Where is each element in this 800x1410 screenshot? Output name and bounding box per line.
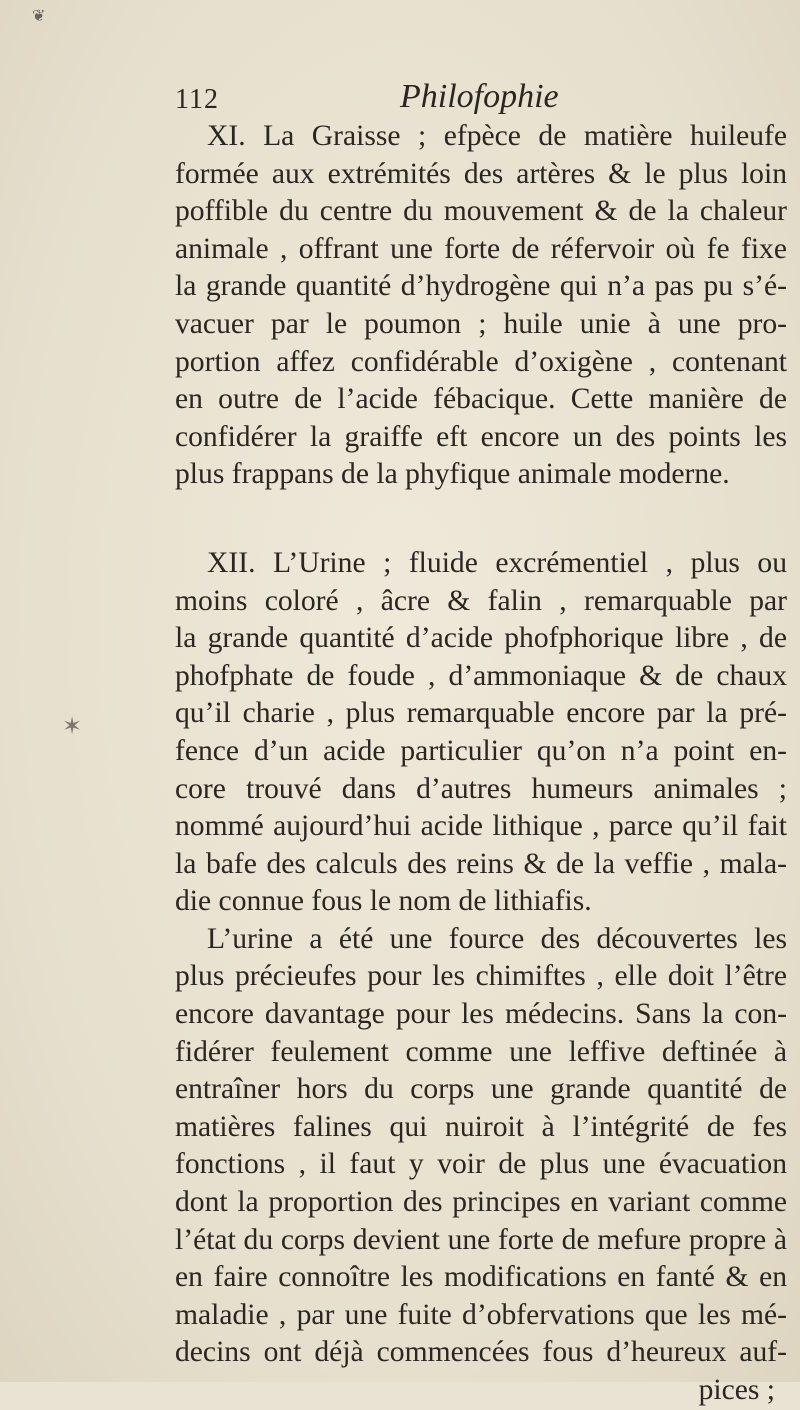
margin-ornament-top: ❦ — [32, 6, 46, 25]
text-line: fence d’un acide particulier qu’on n’a point en- — [175, 734, 787, 767]
text-line: matières falines qui nuiroit à l’intégrité de fes — [175, 1110, 787, 1143]
paragraph-graisse — [175, 118, 787, 494]
text-line: XI. La Graisse ; efpèce de matière huileufe — [207, 120, 787, 152]
text-line: die connue fous le nom de lithiafis. — [175, 885, 592, 918]
running-title: Philofophie — [400, 78, 559, 115]
paragraph-urine-discoveries — [175, 921, 787, 1372]
text-line: core trouvé dans d’autres humeurs animales ; — [175, 772, 787, 805]
text-line: la grande quantité d’acide phofphorique libre , de — [175, 622, 787, 655]
text-line: moins coloré , âcre & falin , remarquable par — [175, 584, 787, 617]
text-line: poffible du centre du mouvement & de la chaleur — [175, 195, 787, 228]
text-line: plus précieufes pour les chimiftes , elle doit l’être — [175, 960, 787, 993]
text-line: dont la proportion des principes en variant comme — [175, 1186, 787, 1219]
margin-ornament-middle: ✶ — [62, 712, 83, 740]
catchword: pices ; — [698, 1374, 775, 1406]
text-line: la grande quantité d’hydrogène qui n’a pas pu s’é- — [175, 270, 787, 303]
text-line: qu’il charie , plus remarquable encore par la pré- — [175, 697, 787, 730]
text-line: L’urine a été une fource des découvertes les — [207, 922, 787, 955]
text-line: l’état du corps devient une forte de mefure propre à — [175, 1223, 787, 1256]
text-line: en outre de l’acide fébacique. Cette manière de — [175, 383, 787, 416]
paragraph-urine — [175, 545, 787, 921]
running-head — [175, 78, 775, 122]
text-line: phofphate de foude , d’ammoniaque & de chaux — [175, 659, 787, 692]
text-line: en faire connoître les modifications en fanté & en — [175, 1261, 787, 1294]
text-line: la bafe des calculs des reins & de la veffie , mala- — [175, 847, 787, 880]
text-line: decins ont déjà commencées fous d’heureux auf- — [175, 1336, 787, 1369]
text-line: animale , offrant une forte de réfervoir où fe fixe — [175, 232, 787, 265]
text-line: confidérer la graiffe eft encore un des points les — [175, 420, 787, 453]
text-line: entraîner hors du corps une grande quantité de — [175, 1073, 787, 1106]
text-line: plus frappans de la phyfique animale moderne. — [175, 458, 730, 491]
text-line: encore davantage pour les médecins. Sans la con- — [175, 998, 787, 1031]
text-line: fonctions , il faut y voir de plus une évacuation — [175, 1148, 787, 1181]
text-line: XII. L’Urine ; fluide excrémentiel , plus ou — [207, 546, 787, 579]
text-line: nommé aujourd’hui acide lithique , parce qu’il fait — [175, 810, 787, 843]
page-number: 112 — [175, 84, 219, 115]
text-line: maladie , par une fuite d’obfervations que les mé- — [175, 1298, 787, 1331]
text-line: formée aux extrémités des artères & le plus loin — [175, 157, 787, 190]
text-line: vacuer par le poumon ; huile unie à une pro- — [175, 307, 787, 340]
paragraph-spacer — [175, 494, 787, 545]
text-line: portion affez confidérable d’oxigène , contenant — [175, 345, 787, 378]
body-text — [175, 118, 787, 1410]
text-line: fidérer feulement comme une leffive deftinée à — [175, 1035, 787, 1068]
